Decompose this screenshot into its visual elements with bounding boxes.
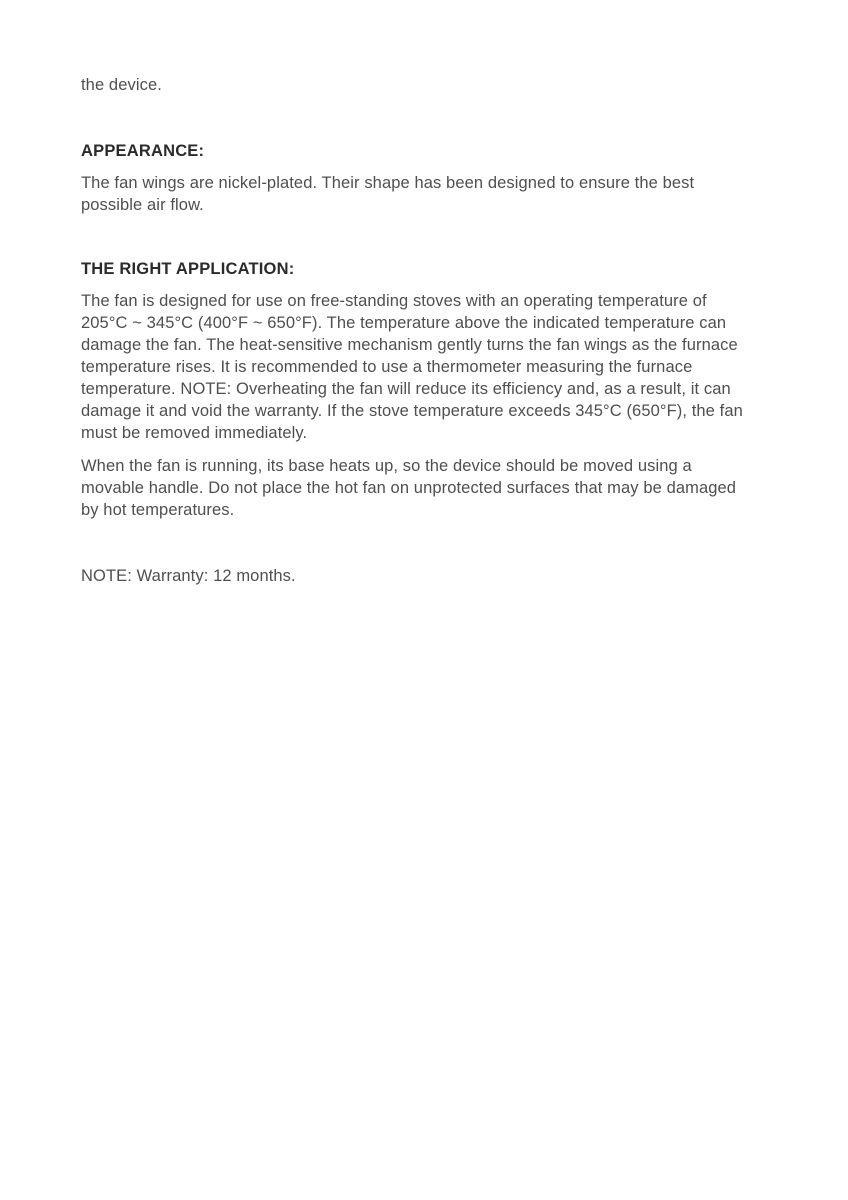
section-right-application-heading: THE RIGHT APPLICATION: xyxy=(81,260,295,278)
note-warranty: NOTE: Warranty: 12 months. xyxy=(81,567,296,585)
section-right-application-paragraph-1: The fan is designed for use on free-standing stoves with an operating temperature of 205°C ~ 345°C (400°F ~ 650°F). The temperature above the indicated temperature can damage the fan. The heat-sensitive mechanism gently turns the fan wings as the furnace temperature rises. It is recommended to use a thermometer measuring the furnace temperature. NOTE: Overheating the fan will reduce its efficiency and, as a result, it can damage it and void the warranty. If the stove temperature exceeds 345°C (650°F), the fan must be removed immediately. xyxy=(81,292,743,442)
section-right-application-paragraph-2: When the fan is running, its base heats up, so the device should be moved using a movable handle. Do not place the hot fan on unprotected surfaces that may be damaged by hot temperatures. xyxy=(81,457,737,519)
paragraph-continuation: the device. xyxy=(81,76,162,94)
document-content xyxy=(81,74,753,587)
section-right-application xyxy=(81,258,753,521)
section-appearance-heading: APPEARANCE: xyxy=(81,142,205,160)
section-appearance-paragraph: The fan wings are nickel-plated. Their shape has been designed to ensure the best possible air flow. xyxy=(81,174,695,214)
section-appearance xyxy=(81,140,753,216)
